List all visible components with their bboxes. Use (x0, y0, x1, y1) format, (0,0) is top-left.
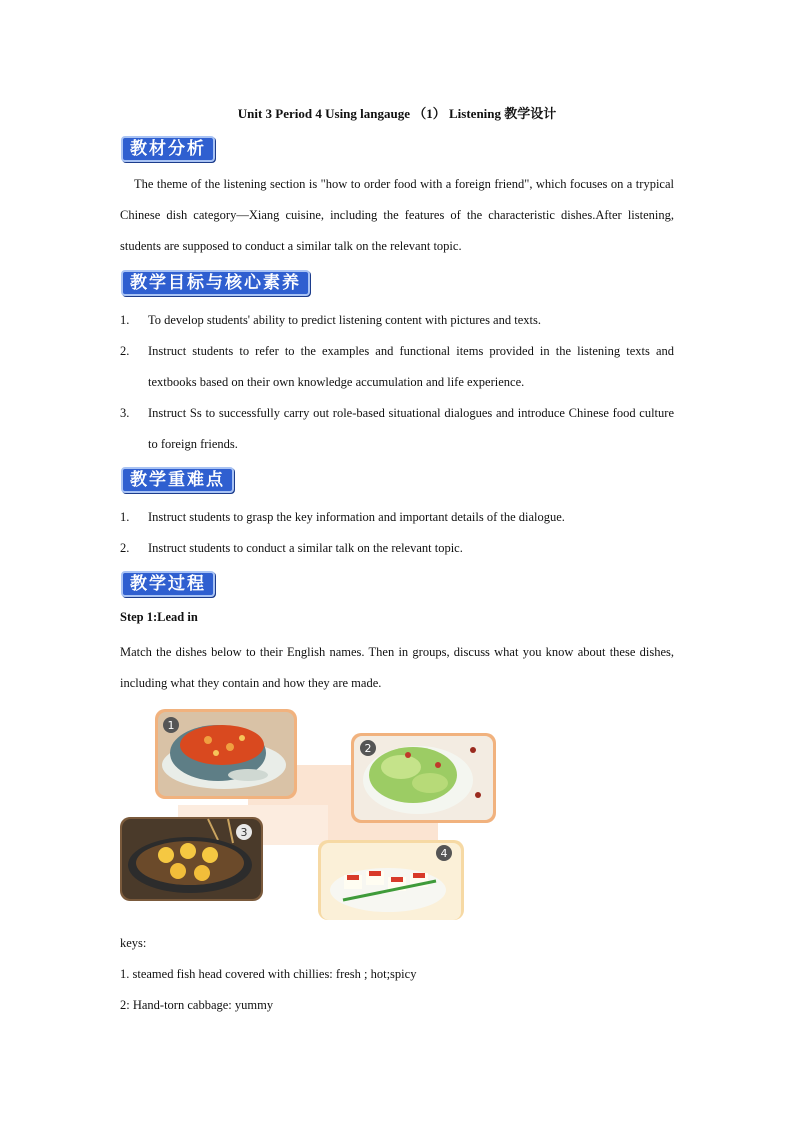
photo-number-badge-2 (360, 740, 376, 756)
section-heading-keypoints: 教学重难点 (121, 467, 234, 493)
list-text: Instruct Ss to successfully carry out role-based situational dialogues and introduce Chinese food culture to foreign friends. (148, 406, 674, 451)
keys-label: keys: (120, 936, 147, 950)
list-text: Instruct students to grasp the key information and important details of the dialogue. (148, 510, 565, 524)
list-text: Instruct students to refer to the examples and functional items provided in the listening texts and textbooks based on their own knowledge accumulation and life experience. (148, 344, 674, 389)
photo-number: 2 (364, 742, 372, 755)
document-title: Unit 3 Period 4 Using langauge （1） Listening 教学设计 (237, 106, 557, 121)
list-text: To develop students' ability to predict listening content with pictures and texts. (148, 313, 541, 327)
section-heading-process: 教学过程 (121, 571, 215, 597)
photo-number-badge-3 (236, 824, 252, 840)
list-number: 1. (120, 313, 130, 327)
photo-number: 3 (240, 826, 248, 839)
objective-item-1 (120, 305, 674, 336)
keypoint-item-1 (120, 502, 674, 533)
photo-number-badge-4 (436, 845, 452, 861)
objective-item-3 (120, 398, 674, 460)
list-number: 2. (120, 344, 130, 358)
photo-number-badge-1 (163, 717, 179, 733)
analysis-paragraph: The theme of the listening section is "how to order food with a foreign friend", which focuses on a trypical Chinese dish category—Xiang cuisine, including the features of the characteristic dishes.After listening, students are supposed to conduct a similar talk on the relevant topic. (120, 177, 674, 253)
key-item-1: 1. steamed fish head covered with chillies: fresh ; hot;spicy (120, 967, 417, 981)
step-instruction: Match the dishes below to their English names. Then in groups, discuss what you know about these dishes, including what they contain and how they are made. (120, 645, 674, 690)
photo-number: 4 (440, 847, 448, 860)
list-number: 1. (120, 510, 130, 524)
objective-item-2 (120, 336, 674, 398)
section-heading-analysis: 教材分析 (121, 136, 215, 162)
key-item-2: 2: Hand-torn cabbage: yummy (120, 998, 274, 1012)
list-number: 3. (120, 406, 130, 420)
list-number: 2. (120, 541, 130, 555)
list-text: Instruct students to conduct a similar talk on the relevant topic. (148, 541, 463, 555)
section-heading-objectives: 教学目标与核心素养 (121, 270, 310, 296)
step-heading: Step 1:Lead in (120, 610, 198, 624)
dishes-photo-collage (118, 705, 498, 920)
keypoint-item-2 (120, 533, 674, 564)
photo-number: 1 (167, 719, 175, 732)
